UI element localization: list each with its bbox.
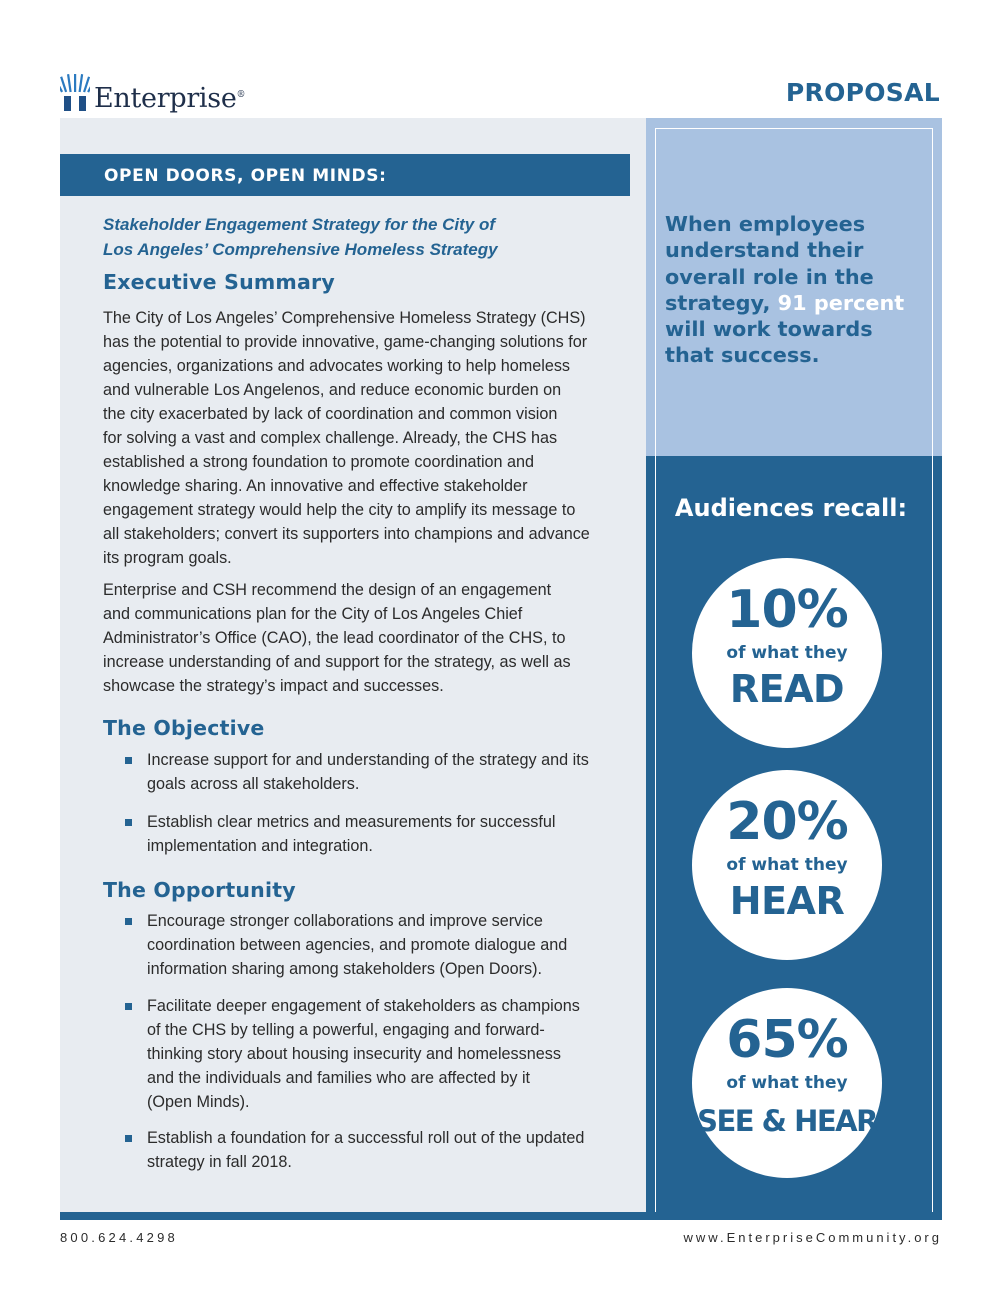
stat-label: of what they [726, 1073, 848, 1093]
objective-bullet: Establish clear metrics and measurements for successful implementation and integration. [122, 810, 642, 858]
square-bullet-icon [125, 918, 132, 925]
sunburst-logo-icon [60, 74, 90, 112]
banner-title: OPEN DOORS, OPEN MINDS: [104, 166, 387, 186]
opportunity-heading: The Opportunity [103, 878, 296, 902]
stat-percent: 65% [726, 1010, 848, 1070]
opportunity-bullet: Encourage stronger collaborations and improve service coordination between agencies, and promote dialogue and information sharing among stakeholders (Open Doors). [122, 909, 642, 981]
sidebar-quote: When employees understand their overall role in the strategy, 91 percent will work towards that success. [665, 212, 905, 368]
stat-percent: 20% [726, 792, 848, 852]
stat-action: SEE & HEAR [697, 1104, 877, 1138]
opportunity-bullet: Establish a foundation for a successful roll out of the updated strategy in fall 2018. [122, 1126, 642, 1174]
executive-summary-heading: Executive Summary [103, 270, 335, 294]
footer-phone: 800.624.4298 [60, 1230, 178, 1245]
footer-website-link[interactable]: www.EnterpriseCommunity.org [683, 1230, 942, 1245]
stat-circle-see-hear [692, 988, 882, 1178]
objective-heading: The Objective [103, 716, 265, 740]
enterprise-logo [60, 68, 245, 112]
quote-highlight: 91 percent [777, 290, 905, 315]
executive-summary-paragraph-2: Enterprise and CSH recommend the design of an engagement and communications plan for the City of Los Angeles Chief Administrator’s Office (CAO), the lead coordinator of the CHS, to increase understanding of and support for the strategy, as well as showcase the strategy’s impact and successes. [103, 581, 571, 695]
stat-circle-hear [692, 770, 882, 960]
stat-circle-read [692, 558, 882, 748]
stat-percent: 10% [726, 580, 848, 640]
document-type-label: PROPOSAL [785, 78, 940, 107]
square-bullet-icon [125, 1003, 132, 1010]
logo-wordmark: Enterprise® [94, 83, 246, 114]
subtitle-line: Stakeholder Engagement Strategy for the City of [103, 215, 496, 234]
square-bullet-icon [125, 757, 132, 764]
stat-label: of what they [726, 855, 848, 875]
footer-rule [60, 1212, 942, 1220]
subtitle-line: Los Angeles’ Comprehensive Homeless Strategy [103, 240, 498, 259]
opportunity-bullet: Facilitate deeper engagement of stakeholders as champions of the CHS by telling a powerful, engaging and forward- thinking story about housing insecurity and homelessness and the individuals and families who are affected by it (Open Minds). [122, 994, 642, 1114]
square-bullet-icon [125, 1135, 132, 1142]
objective-bullet: Increase support for and understanding of the strategy and its goals across all stakeholders. [122, 748, 642, 796]
executive-summary-paragraph-1: The City of Los Angeles’ Comprehensive Homeless Strategy (CHS) has the potential to provide innovative, game-changing solutions for agencies, organizations and advocates working to help homeless and vulnerable Los Angelenos, and reduce economic burden on the city exacerbated by lack of coordination and common vision for solving a vast and complex challenge. Already, the CHS has established a strong foundation to promote coordination and knowledge sharing. An innovative and effective stakeholder engagement strategy would help the city to amplify its message to all stakeholders; convert its supporters into champions and advance its program goals. [103, 309, 590, 567]
square-bullet-icon [125, 819, 132, 826]
stat-action: HEAR [729, 879, 845, 923]
document-subtitle [103, 212, 623, 262]
recall-title: Audiences recall: [674, 494, 908, 522]
page-header [0, 0, 1000, 118]
stat-label: of what they [726, 643, 848, 663]
stat-action: READ [729, 667, 845, 711]
